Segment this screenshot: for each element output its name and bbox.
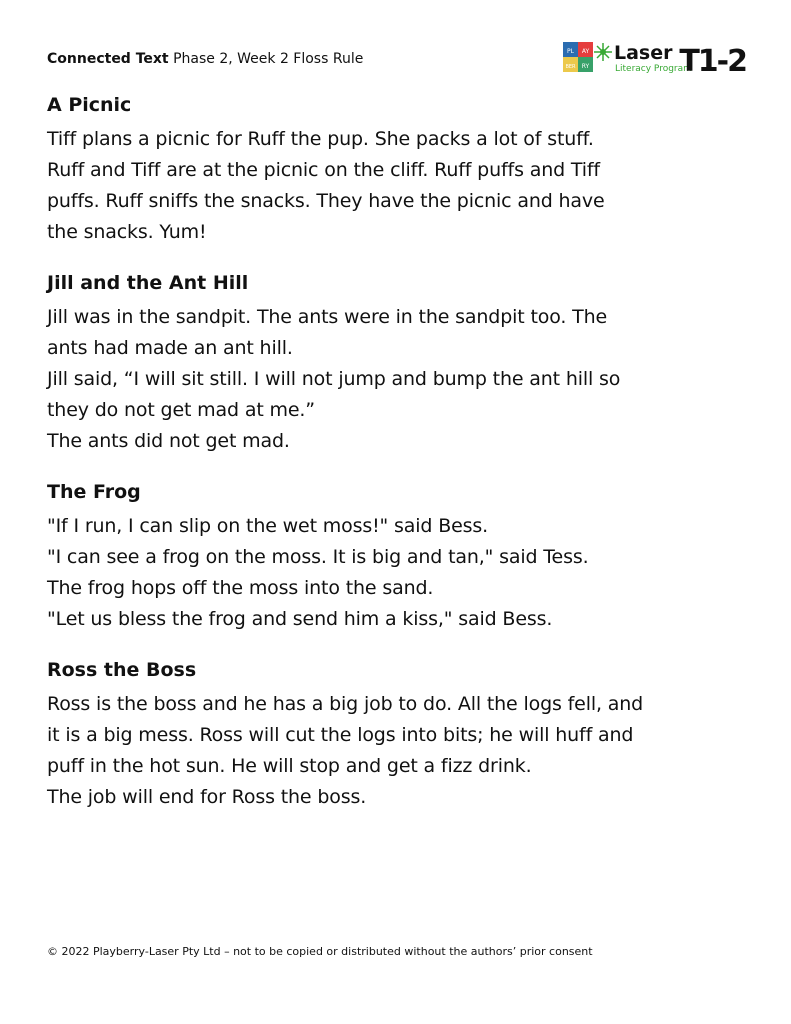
logo-tile-text-2: AY: [581, 48, 590, 55]
story-line: "I can see a frog on the moss. It is big and tan," said Tess.: [47, 546, 589, 568]
logo-tile-text-1: PL: [567, 48, 574, 55]
header-label-rest: Phase 2, Week 2 Floss Rule: [173, 51, 364, 67]
logo-code-text: T1-2: [679, 44, 746, 76]
story-line: "Let us bless the frog and send him a kiss," said Bess.: [47, 608, 553, 630]
story-line: Ross is the boss and he has a big job to do. All the logs fell, and: [47, 693, 644, 715]
story-line: it is a big mess. Ross will cut the logs into bits; he will huff and: [47, 724, 634, 746]
stories-container: [47, 92, 747, 835]
story-title: Jill and the Ant Hill: [47, 272, 249, 294]
story-title: The Frog: [47, 481, 141, 503]
laser-burst-icon: [594, 43, 612, 61]
copyright-footer: © 2022 Playberry-Laser Pty Ltd – not to be copied or distributed without the authors’ prior consent: [47, 945, 593, 958]
story-line: Ruff and Tiff are at the picnic on the cliff. Ruff puffs and Tiff: [47, 159, 600, 181]
logo-sub-text: Literacy Program: [615, 64, 692, 74]
story-line: "If I run, I can slip on the wet moss!" said Bess.: [47, 515, 489, 537]
story-title: Ross the Boss: [47, 659, 197, 681]
story-a-picnic: [47, 92, 747, 248]
story-line: Tiff plans a picnic for Ruff the pup. She packs a lot of stuff.: [47, 128, 594, 150]
story-title: A Picnic: [47, 94, 132, 116]
logo-brand-text: Laser: [614, 42, 673, 64]
story-line: puff in the hot sun. He will stop and get a fizz drink.: [47, 755, 532, 777]
page-header: [47, 50, 363, 68]
story-line: Jill was in the sandpit. The ants were in the sandpit too. The: [47, 306, 608, 328]
story-line: Jill said, “I will sit still. I will not jump and bump the ant hill so: [47, 368, 621, 390]
story-line: the snacks. Yum!: [47, 221, 207, 243]
story-line: puffs. Ruff sniffs the snacks. They have the picnic and have: [47, 190, 605, 212]
header-label-bold: Connected Text: [47, 51, 169, 67]
logo-tile-text-3: BER: [565, 64, 576, 70]
logo-tile-text-4: RY: [581, 63, 590, 70]
story-ross-the-boss: [47, 657, 747, 813]
story-line: ants had made an ant hill.: [47, 337, 293, 359]
story-line: The job will end for Ross the boss.: [47, 786, 367, 808]
story-line: The ants did not get mad.: [47, 430, 290, 452]
laser-logo: [563, 40, 748, 76]
story-line: The frog hops off the moss into the sand.: [47, 577, 434, 599]
logo-graphic: [563, 40, 748, 76]
story-line: they do not get mad at me.”: [47, 399, 315, 421]
story-jill-and-the-ant-hill: [47, 270, 747, 457]
story-the-frog: [47, 479, 747, 635]
